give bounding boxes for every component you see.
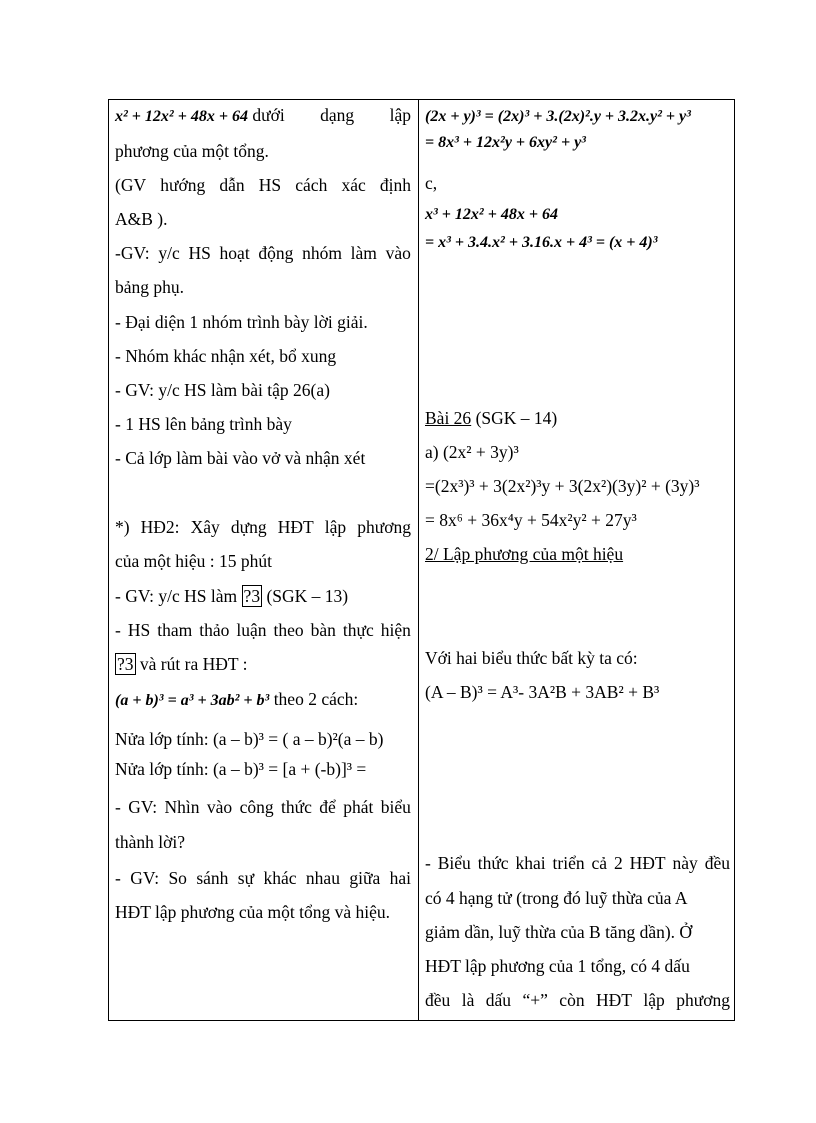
question-badge: ?3 — [117, 654, 134, 674]
left-line-13: của một hiệu : 15 phút — [115, 551, 272, 571]
left-line-17: (a + b)³ = a³ + 3ab² + b³ theo 2 cách: — [115, 689, 359, 709]
left-line-9: - GV: y/c HS làm bài tập 26(a) — [115, 380, 330, 400]
right-line-3: c, — [425, 173, 438, 193]
left-line-2: phương của một tổng. — [115, 141, 269, 161]
left-line-23: HĐT lập phương của một tổng và hiệu. — [115, 902, 391, 922]
left-line-15: - HS tham thảo luận theo bàn thực hiện — [115, 620, 411, 640]
lesson-table — [108, 99, 735, 1021]
column-divider — [418, 100, 419, 1020]
right-line-11: Với hai biểu thức bất kỳ ta có: — [425, 648, 638, 668]
left-line-14: - GV: y/c HS làm ?3 (SGK – 13) — [115, 586, 349, 606]
left-line-8: - Nhóm khác nhận xét, bổ xung — [115, 346, 337, 366]
right-line-4: x³ + 12x² + 48x + 64 — [425, 206, 558, 223]
left-line-3: (GV hướng dẫn HS cách xác định — [115, 175, 411, 195]
right-line-14: có 4 hạng tử (trong đó luỹ thừa của A — [425, 888, 688, 908]
left-line-12: *) HĐ2: Xây dựng HĐT lập phương — [115, 517, 411, 537]
sum-cube-formula: (a + b)³ = a³ + 3ab² + b³ — [115, 692, 270, 709]
exercise-title: Bài 26 — [425, 408, 472, 428]
question-badge: ?3 — [243, 586, 261, 606]
right-line-6: Bài 26 (SGK – 14) — [425, 408, 558, 428]
left-line-4: A&B ). — [115, 209, 168, 229]
right-line-9: = 8x⁶ + 36x⁴y + 54x²y² + 27y³ — [425, 510, 637, 530]
left-line-16: ?3 và rút ra HĐT : — [117, 654, 248, 674]
section-heading: 2/ Lập phương của một hiệu — [425, 544, 624, 564]
left-line-21: thành lời? — [115, 832, 185, 852]
right-line-17: đều là dấu “+” còn HĐT lập phương — [425, 990, 730, 1010]
left-line-19: Nửa lớp tính: (a – b)³ = [a + (-b)]³ = — [115, 759, 367, 779]
left-line-5: -GV: y/c HS hoạt động nhóm làm vào — [115, 243, 411, 263]
right-line-5: = x³ + 3.4.x² + 3.16.x + 4³ = (x + 4)³ — [425, 234, 658, 251]
left-line-18: Nửa lớp tính: (a – b)³ = ( a – b)²(a – b) — [115, 729, 384, 749]
difference-cube-formula: (A – B)³ = A³- 3A²B + 3AB² + B³ — [425, 682, 660, 702]
left-line-20: - GV: Nhìn vào công thức để phát biểu — [115, 797, 411, 817]
left-line-6: bảng phụ. — [115, 277, 185, 297]
right-line-8: =(2x³)³ + 3(2x²)³y + 3(2x²)(3y)² + (3y)³ — [425, 476, 700, 496]
right-line-1: (2x + y)³ = (2x)³ + 3.(2x)².y + 3.2x.y² + y³ — [425, 108, 691, 125]
right-line-7: a) (2x² + 3y)³ — [425, 442, 519, 462]
left-line-7: - Đại diện 1 nhóm trình bày lời giải. — [115, 312, 368, 332]
left-line-11: - Cả lớp làm bài vào vở và nhận xét — [115, 448, 366, 468]
left-line-10: - 1 HS lên bảng trình bày — [115, 414, 292, 434]
left-line-1: x² + 12x² + 48x + 64 dưới dạng lập — [115, 105, 411, 125]
right-line-13: - Biểu thức khai triển cả 2 HĐT này đều — [425, 853, 730, 873]
right-line-15: giảm dần, luỹ thừa của B tăng dần). Ở — [425, 922, 693, 942]
left-line-22: - GV: So sánh sự khác nhau giữa hai — [115, 868, 411, 888]
right-line-16: HĐT lập phương của 1 tổng, có 4 dấu — [425, 956, 690, 976]
right-line-2: = 8x³ + 12x²y + 6xy² + y³ — [425, 134, 586, 151]
intro-expression: x² + 12x² + 48x + 64 — [115, 108, 248, 125]
